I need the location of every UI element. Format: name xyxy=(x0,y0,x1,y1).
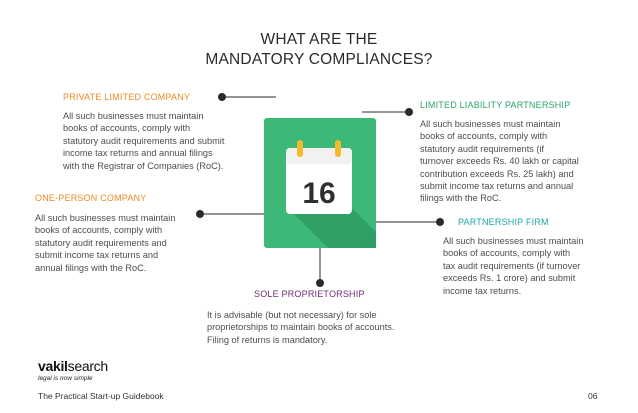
vakilsearch-logo xyxy=(38,358,108,382)
page-title-line-1: WHAT ARE THE xyxy=(260,31,378,48)
sole-body xyxy=(207,309,394,346)
connector-dot-private-limited xyxy=(218,93,226,101)
partnership-line: exceeds Rs. 1 crore) and submit xyxy=(443,273,576,284)
llp-line: contribution exceeds Rs. 25 lakh) and xyxy=(420,168,574,179)
one-person-line: statutory audit requirements and xyxy=(35,237,167,248)
one-person-line: All such businesses must maintain xyxy=(35,213,176,223)
connector-dot-llp xyxy=(405,108,413,116)
llp-line: All such businesses must maintain xyxy=(420,119,561,129)
partnership-line: income tax returns. xyxy=(443,285,522,296)
llp-line: statutory audit requirements (if xyxy=(420,143,545,154)
calendar-day: 16 xyxy=(302,177,336,210)
private-limited-line: books of accounts, comply with xyxy=(63,123,191,134)
sole-title: SOLE PROPRIETORSHIP xyxy=(254,289,365,299)
logo-wordmark xyxy=(38,358,108,374)
partnership-body xyxy=(443,235,583,297)
partnership-line: All such businesses must maintain xyxy=(443,236,584,246)
footer-page-number: 06 xyxy=(588,391,598,401)
private-limited-body xyxy=(63,110,224,172)
llp-body xyxy=(420,118,579,205)
calendar-icon xyxy=(264,118,376,248)
private-limited-line: with the Registrar of Companies (RoC). xyxy=(63,160,224,171)
private-limited-line: statutory audit requirements and submit xyxy=(63,135,225,146)
llp-title: LIMITED LIABILITY PARTNERSHIP xyxy=(420,100,571,110)
private-limited-line: income tax returns and annual filings xyxy=(63,148,213,159)
llp-line: turnover exceeds Rs. 40 lakh or capital xyxy=(420,156,579,167)
connector-dot-sole xyxy=(316,279,324,287)
connector-dot-partnership xyxy=(436,218,444,226)
logo-brand-light: search xyxy=(67,358,108,374)
one-person-body xyxy=(35,212,175,274)
sole-line: proprietorships to maintain books of accounts. xyxy=(207,322,395,333)
one-person-line: annual filings with the RoC. xyxy=(35,262,147,273)
partnership-line: books of accounts, comply with xyxy=(443,248,571,259)
private-limited-line: All such businesses must maintain xyxy=(63,111,204,121)
one-person-title: ONE-PERSON COMPANY xyxy=(35,193,147,203)
llp-line: filings with the RoC. xyxy=(420,193,502,204)
page-title-line-2: MANDATORY COMPLIANCES? xyxy=(205,51,433,68)
private-limited-title: PRIVATE LIMITED COMPANY xyxy=(63,92,191,102)
llp-line: books of accounts, comply with xyxy=(420,131,548,142)
logo-tagline: legal is now simple xyxy=(38,375,93,382)
logo-brand-bold: vakil xyxy=(38,358,68,374)
one-person-line: submit income tax returns and xyxy=(35,250,159,261)
sole-line: It is advisable (but not necessary) for sole xyxy=(207,310,377,320)
one-person-line: books of accounts, comply with xyxy=(35,225,163,236)
connector-dot-one-person xyxy=(196,210,204,218)
partnership-line: tax audit requirements (if turnover xyxy=(443,260,581,271)
partnership-title: PARTNERSHIP FIRM xyxy=(458,217,549,227)
footer-guidebook-title: The Practical Start-up Guidebook xyxy=(38,391,164,401)
llp-line: submit income tax returns and annual xyxy=(420,181,574,192)
sole-line: Filing of returns is mandatory. xyxy=(207,334,328,345)
